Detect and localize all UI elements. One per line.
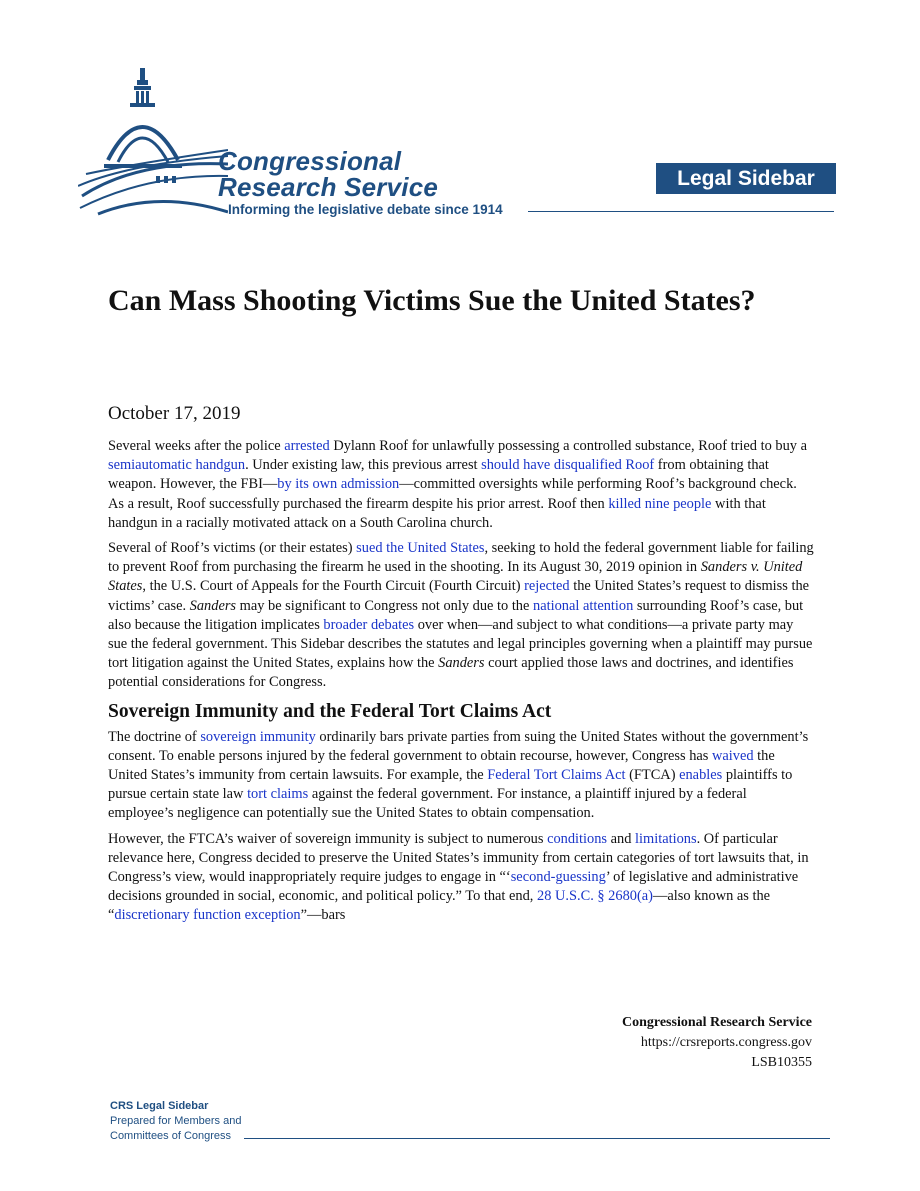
- footer-series-line: Committees of Congress: [110, 1130, 232, 1142]
- article-body: [108, 437, 814, 932]
- inline-link[interactable]: semiautomatic handgun: [108, 457, 246, 474]
- inline-link[interactable]: discretionary function exception: [114, 907, 301, 924]
- inline-link[interactable]: should have disqualified Roof: [481, 457, 655, 474]
- legal-sidebar-badge: Legal Sidebar: [656, 163, 836, 194]
- footer-url[interactable]: https://crsreports.congress.gov: [640, 1035, 812, 1050]
- inline-link[interactable]: 28 U.S.C. § 2680(a): [537, 888, 653, 905]
- inline-link[interactable]: broader debates: [323, 616, 415, 633]
- inline-link[interactable]: killed nine people: [608, 495, 712, 512]
- org-tagline: Informing the legislative debate since 1914: [228, 202, 503, 217]
- inline-link[interactable]: national attention: [533, 597, 634, 614]
- inline-link[interactable]: tort claims: [247, 786, 309, 803]
- section-heading: Sovereign Immunity and the Federal Tort Claims Act: [108, 700, 552, 722]
- org-name-line1: Congressional: [218, 146, 402, 176]
- paragraph: Several weeks after the police arrested Dylann Roof for unlawfully possessing a controlled substance, Roof tried to buy a semiautomatic handgun. Under existing law, this previous arrest should have disqualified Roof from obtaining that weapon. However, the FBI—by its own admission—committed oversights while performing Roof’s background check. As a result, Roof successfully purchased the firearm despite his prior arrest. Roof then killed nine people with that handgun in a racially motivated attack on a South Carolina church.: [108, 438, 807, 531]
- case-name: Sanders: [189, 597, 237, 614]
- header-rule: [528, 211, 834, 212]
- inline-link[interactable]: waived: [711, 747, 754, 764]
- inline-link[interactable]: limitations: [635, 830, 697, 847]
- footer-org: Congressional Research Service: [621, 1015, 812, 1030]
- inline-link[interactable]: sovereign immunity: [200, 728, 316, 745]
- footer-series-title: CRS Legal Sidebar: [110, 1100, 209, 1112]
- inline-link[interactable]: sued the United States: [356, 540, 485, 557]
- footer-series-line: Prepared for Members and: [110, 1115, 242, 1127]
- paragraph: Several of Roof’s victims (or their estates) sued the United States, seeking to hold the federal government liable for failing to prevent Roof from purchasing the firearm he used in the shooting. In its August 30, 2019 opinion in Sanders v. United States, the U.S. Court of Appeals for the Fourth Circuit (Fourth Circuit) rejected the United States’s request to dismiss the victims’ case. Sanders may be significant to Congress not only due to the national attention surrounding Roof’s case, but also because the litigation implicates broader debates over when—and subject to what conditions—a private party may sue the federal government. This Sidebar describes the statutes and legal principles governing when a plaintiff may pursue tort litigation against the United States, explains how the Sanders court applied those laws and doctrines, and identifies potential considerations for Congress.: [108, 540, 814, 691]
- publication-date: October 17, 2019: [108, 403, 241, 424]
- footer-rule: [244, 1138, 830, 1139]
- footer-report-id: LSB10355: [751, 1055, 812, 1070]
- capitol-dome-icon: [78, 64, 228, 224]
- org-name-line2: Research Service: [218, 172, 439, 202]
- paragraph: However, the FTCA’s waiver of sovereign immunity is subject to numerous conditions and limitations. Of particular relevance here, Congress decided to preserve the United States’s immunity from certain categories of tort lawsuits that, in Congress’s view, would inappropriately require judges to engage in “‘second-guessing’ of legislative and administrative decisions grounded in social, economic, and political policy.” To that end, 28 U.S.C. § 2680(a)—also known as the “discretionary function exception”—bars: [108, 830, 809, 924]
- inline-link[interactable]: rejected: [524, 578, 570, 595]
- footer-info: [622, 1013, 812, 1073]
- inline-link[interactable]: by its own admission: [277, 476, 400, 493]
- inline-link[interactable]: conditions: [547, 830, 608, 847]
- inline-link[interactable]: Federal Tort Claims Act: [487, 767, 626, 784]
- case-name: Sanders: [438, 655, 485, 672]
- inline-link[interactable]: second-guessing: [510, 869, 606, 886]
- footer-series: [110, 1099, 241, 1144]
- page-title: Can Mass Shooting Victims Sue the United States?: [108, 284, 756, 317]
- inline-link[interactable]: enables: [679, 767, 723, 784]
- paragraph: The doctrine of sovereign immunity ordinarily bars private parties from suing the United States without the government’s consent. To enable persons injured by the federal government to obtain recourse, however, Congress has waived the United States’s immunity from certain lawsuits. For example, the Federal Tort Claims Act (FTCA) enables plaintiffs to pursue certain state law tort claims against the federal government. For instance, a plaintiff injured by a federal employee’s negligence can potentially sue the United States to obtain compensation.: [108, 728, 809, 822]
- crs-logo: [78, 64, 538, 224]
- case-name: Sanders v. United States: [108, 559, 803, 595]
- inline-link[interactable]: arrested: [284, 438, 330, 454]
